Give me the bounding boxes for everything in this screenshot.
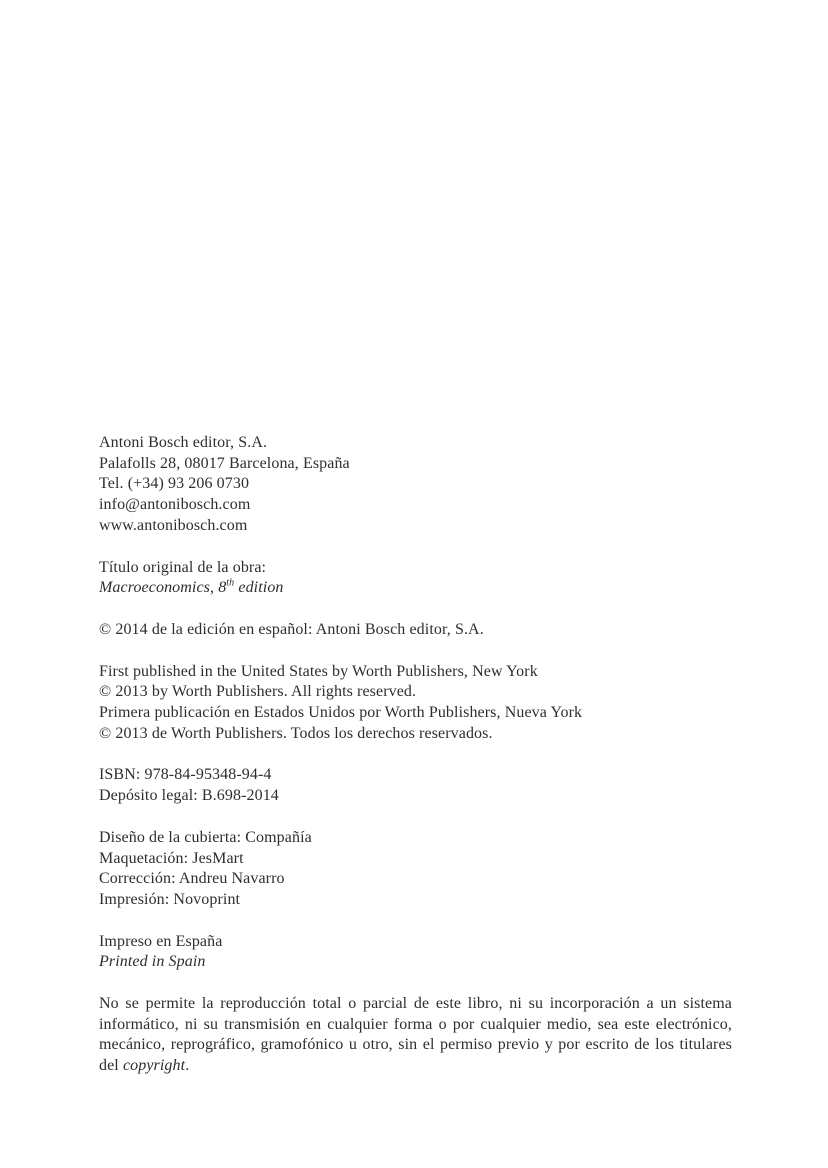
publisher-website: www.antonibosch.com [99, 516, 248, 534]
us-copyright-line: © 2013 by Worth Publishers. All rights reserved. [99, 683, 417, 701]
isbn-line: ISBN: 978-84-95348-94-4 [99, 766, 272, 784]
legal-deposit-line: Depósito legal: B.698-2014 [99, 787, 279, 805]
publication-history-block [99, 662, 732, 745]
spanish-edition-copyright: © 2014 de la edición en español: Antoni Bosch editor, S.A. [99, 620, 484, 638]
publisher-address-block [99, 433, 732, 537]
original-title-label: Título original de la obra: [99, 558, 267, 576]
rights-notice-block [99, 994, 732, 1077]
original-title [99, 578, 732, 599]
publisher-phone: Tel. (+34) 93 206 0730 [99, 475, 250, 493]
printed-in-spain-line: Printed in Spain [99, 953, 206, 971]
original-title-text: Macroeconomics, 8 [99, 579, 227, 597]
impreso-en-espana-line: Impreso en España [99, 932, 223, 950]
publisher-email: info@antonibosch.com [99, 496, 251, 514]
rights-notice-paragraph [99, 994, 732, 1077]
primera-publicacion-line: Primera publicación en Estados Unidos por Worth Publishers, Nueva York [99, 704, 583, 722]
original-title-edition: edition [234, 579, 284, 597]
derechos-reservados-line: © 2013 de Worth Publishers. Todos los derechos reservados. [99, 724, 493, 742]
rights-notice-text: No se permite la reproducción total o parcial de este libro, ni su incorporación a un sistema informático, ni su transmisión en cualquier forma o por cualquier medio, sea este electrónico, mecánico, reprográfico, gramofónico u otro, sin el permiso previo y por escrito de los titulares del [99, 995, 732, 1075]
rights-notice-period: . [185, 1057, 190, 1075]
original-title-block [99, 558, 732, 599]
printing-line: Impresión: Novoprint [99, 890, 241, 908]
publisher-address: Palafolls 28, 08017 Barcelona, España [99, 454, 350, 472]
rights-notice-copyright-word: copyright [122, 1057, 186, 1075]
proofreading-line: Corrección: Andreu Navarro [99, 870, 285, 888]
first-published-line: First published in the United States by Worth Publishers, New York [99, 662, 538, 680]
printed-in-block [99, 932, 732, 973]
edition-ordinal-superscript: th [226, 577, 235, 589]
cover-design-line: Diseño de la cubierta: Compañía [99, 828, 312, 846]
copyright-page [99, 433, 732, 1077]
publisher-name: Antoni Bosch editor, S.A. [99, 434, 268, 451]
layout-line: Maquetación: JesMart [99, 849, 244, 867]
credits-block [99, 828, 732, 911]
identifiers-block [99, 765, 732, 806]
spanish-edition-copyright-block [99, 620, 732, 641]
